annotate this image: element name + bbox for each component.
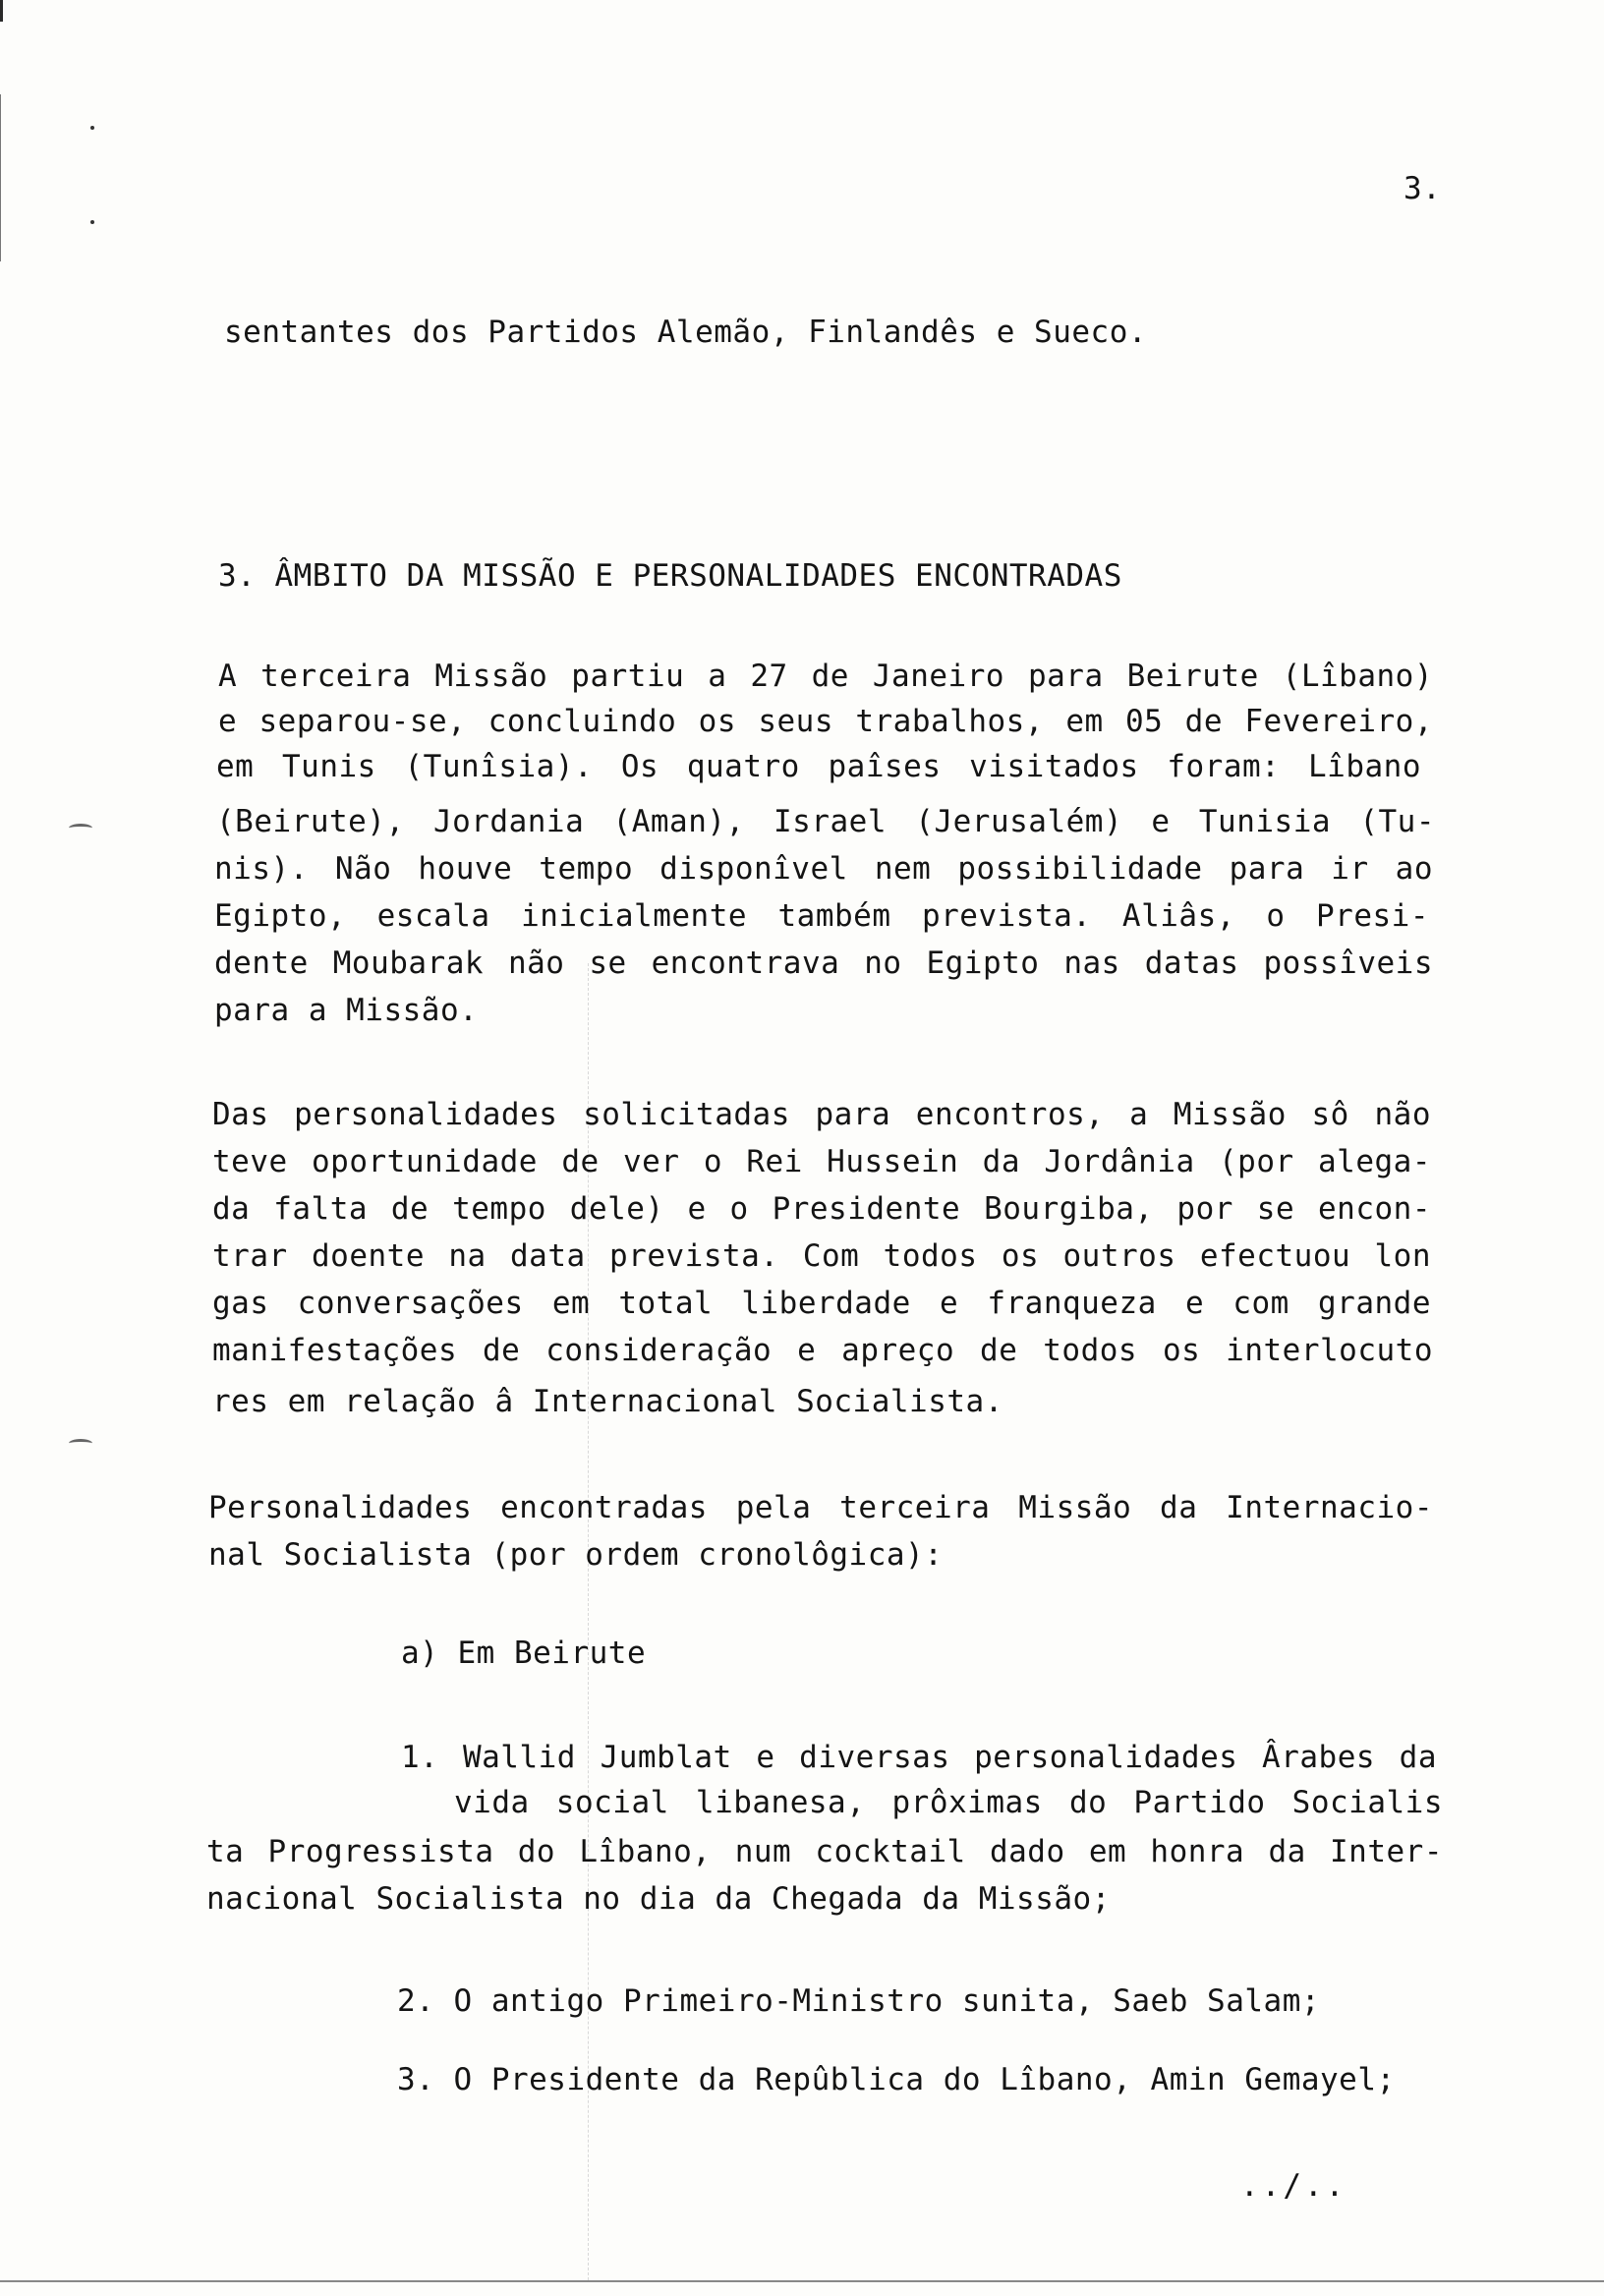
subsection-heading: a) Em Beirute <box>401 1636 647 1671</box>
list-item-line: ta Progressista do Lîbano, num cocktail dado em honra da Inter- <box>206 1834 1443 1869</box>
list-item-line: nacional Socialista no dia da Chegada da Missão; <box>206 1881 1111 1917</box>
scan-edge-mark <box>0 94 1 261</box>
scan-speck <box>90 220 94 224</box>
list-item-line: 1. Wallid Jumblat e diversas personalidades Ârabes da <box>401 1740 1437 1775</box>
paragraph-line: para a Missão. <box>214 993 479 1028</box>
paragraph-line: A terceira Missão partiu a 27 de Janeiro para Beirute (Lîbano) <box>218 659 1433 694</box>
margin-mark <box>69 824 92 832</box>
continuation-mark: ../.. <box>1240 2168 1347 2204</box>
paragraph-line: dente Moubarak não se encontrava no Egipto nas datas possîveis <box>214 946 1433 981</box>
paragraph-line: nal Socialista (por ordem cronolôgica): <box>208 1537 944 1573</box>
paragraph-line: Egipto, escala inicialmente também prevista. Aliâs, o Presi- <box>214 898 1429 934</box>
list-item: 3. O Presidente da Repûblica do Lîbano, Amin Gemayel; <box>397 2062 1396 2097</box>
scan-edge-mark <box>0 0 3 22</box>
paragraph-line: manifestações de consideração e apreço de todos os interlocuto <box>212 1333 1433 1368</box>
paragraph-line: da falta de tempo dele) e o Presidente Bourgiba, por se encon- <box>212 1191 1431 1227</box>
paragraph-line: em Tunis (Tunîsia). Os quatro paîses visitados foram: Lîbano <box>216 749 1421 784</box>
paragraph-line: trar doente na data prevista. Com todos os outros efectuou lon <box>212 1238 1431 1274</box>
paragraph-line: nis). Não houve tempo disponîvel nem possibilidade para ir ao <box>214 851 1433 887</box>
section-heading: 3. ÂMBITO DA MISSÃO E PERSONALIDADES ENCONTRADAS <box>218 558 1122 594</box>
intro-line: sentantes dos Partidos Alemão, Finlandês e Sueco. <box>224 315 1148 350</box>
page-number: 3. <box>1404 171 1442 206</box>
paragraph-line: Das personalidades solicitadas para encontros, a Missão sô não <box>212 1097 1431 1132</box>
paragraph-line: gas conversações em total liberdade e franqueza e com grande <box>212 1286 1431 1321</box>
list-item: 2. O antigo Primeiro-Ministro sunita, Saeb Salam; <box>397 1983 1321 2019</box>
scan-bottom-edge <box>0 2280 1604 2282</box>
paragraph-line: res em relação â Internacional Socialista. <box>212 1384 1003 1419</box>
list-item-line: vida social libanesa, prôximas do Partido Socialis <box>454 1785 1443 1820</box>
paragraph-line: e separou-se, concluindo os seus trabalhos, em 05 de Fevereiro, <box>218 704 1433 739</box>
margin-mark <box>69 1439 92 1448</box>
scan-speck <box>90 126 94 130</box>
paragraph-line: teve oportunidade de ver o Rei Hussein da Jordânia (por alega- <box>212 1144 1431 1179</box>
paragraph-line: Personalidades encontradas pela terceira Missão da Internacio- <box>208 1490 1433 1525</box>
paragraph-line: (Beirute), Jordania (Aman), Israel (Jerusalém) e Tunisia (Tu- <box>216 804 1435 839</box>
